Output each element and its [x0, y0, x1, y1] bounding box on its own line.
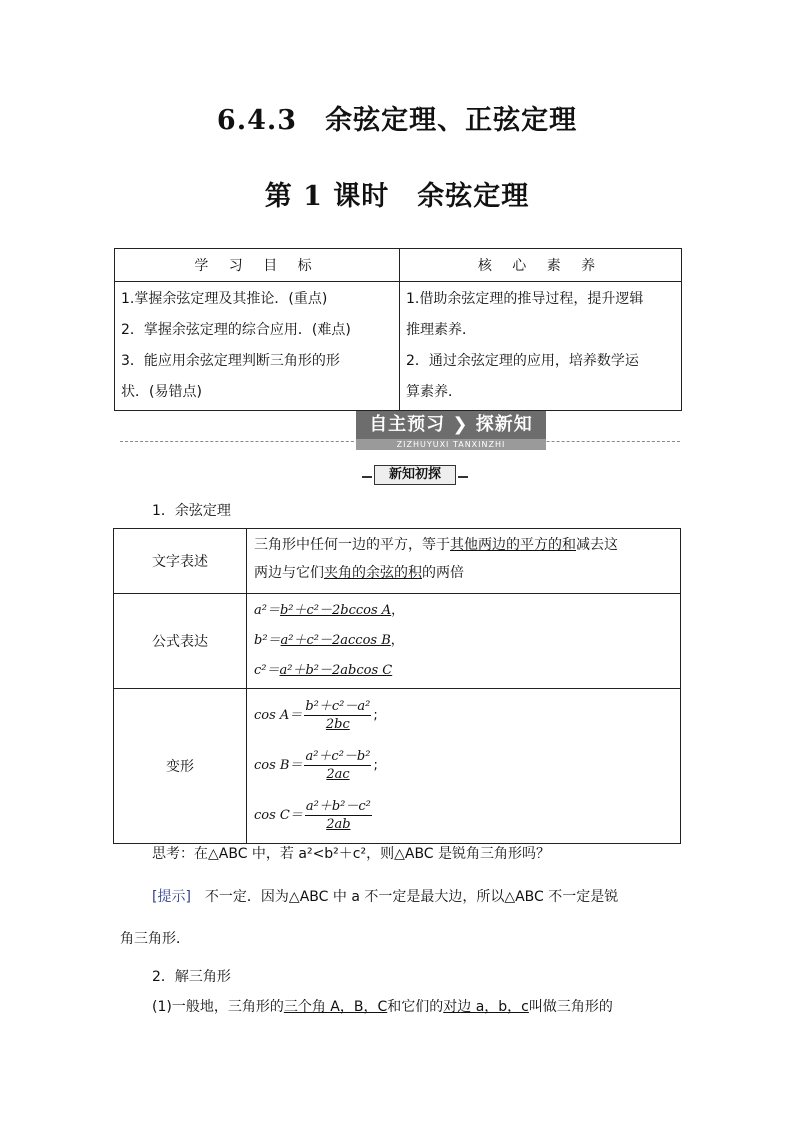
literacy-line: 算素养． [406, 384, 462, 400]
formula-rhs: b²＋c²－2bccos A [279, 603, 392, 618]
formula-rhs: a²＋b²－2abcos C [279, 663, 393, 678]
hint-continuation: 角三角形． [120, 931, 190, 947]
goals-table [114, 248, 682, 411]
blank-answer: 对边 a，b，c [443, 999, 529, 1015]
section-tag-label: 新知初探 [374, 465, 456, 485]
formula-lhs: b²＝ [254, 633, 281, 648]
numerator: a²＋b²－c² [305, 799, 371, 814]
literacy-line: 推理素养． [406, 322, 476, 338]
denominator: 2bc [325, 717, 350, 732]
section2-heading: 2．解三角形 [152, 969, 231, 985]
banner-subtitle: ZIZHUYUXI TANXINZHI [356, 439, 546, 450]
numerator: a²＋c²－b² [305, 749, 371, 764]
tag-left-line [362, 476, 372, 478]
row-variant-label: 变形 [114, 689, 247, 844]
text-part: (1)一般地，三角形的 [152, 999, 284, 1015]
denominator: 2ab [326, 817, 351, 832]
denominator: 2ac [326, 767, 350, 782]
hint-paragraph [152, 884, 682, 910]
fraction [305, 798, 372, 833]
row-text-content [247, 529, 681, 594]
numerator: b²＋c²－a² [305, 699, 371, 714]
lesson-subtitle: 第 1 课时 余弦定理 [264, 181, 530, 212]
section-tag [362, 465, 468, 485]
objective-line: 2．掌握余弦定理的综合应用．(难点) [121, 322, 351, 338]
think-question: 思考：在△ABC 中，若 a²<b²＋c²，则△ABC 是锐角三角形吗？ [152, 846, 551, 862]
row-variant-content [247, 689, 681, 844]
fraction [304, 748, 371, 783]
goals-header-objectives: 学 习 目 标 [115, 249, 400, 282]
formula-lhs: cos A＝ [254, 708, 303, 723]
objective-line: 1.掌握余弦定理及其推论．(重点) [121, 291, 328, 307]
section2-paragraph [152, 996, 613, 1016]
text-part: 三角形中任何一边的平方，等于 [254, 537, 450, 553]
cos-a-formula: cos A＝ $\frac{\text{b²＋c²－a²}}{2bc}$ ; [254, 699, 378, 732]
section1-heading: 1．余弦定理 [152, 503, 231, 519]
row-text-label: 文字表述 [114, 529, 247, 594]
lesson-title: 6.4.3 余弦定理、正弦定理 [216, 105, 578, 136]
blank-answer: 其他两边的平方的和 [450, 537, 576, 553]
cos-b-formula: cos B＝ $\frac{\text{a²＋c²－b²}}{2ac}$ ; [254, 749, 378, 782]
literacy-line: 1.借助余弦定理的推导过程，提升逻辑 [406, 291, 644, 307]
blank-answer: 夹角的余弦的积 [324, 565, 422, 581]
fraction [304, 698, 371, 733]
formula-lhs: cos C＝ [254, 808, 303, 823]
formula-c [254, 656, 673, 686]
hint-text: 不一定．因为△ABC 中 a 不一定是最大边，所以△ABC 不一定是锐 [190, 889, 619, 905]
goals-objectives-cell [115, 282, 400, 411]
objective-line: 3．能应用余弦定理判断三角形的形 [121, 353, 340, 369]
text-part: 两边与它们 [254, 565, 324, 581]
hint-tag: [提示] [152, 889, 191, 905]
blank-answer: 三个角 A，B，C [283, 999, 388, 1015]
cosine-law-table [113, 528, 681, 844]
formula-b: b²＝a²＋c²－2accos B， [254, 633, 404, 648]
formula-lhs: cos B＝ [254, 758, 303, 773]
objective-line: 状．(易错点) [121, 384, 202, 400]
tag-right-line [458, 476, 468, 478]
goals-literacy-cell [400, 282, 682, 411]
formula-lhs: c²＝ [254, 663, 280, 678]
text-part: 和它们的 [387, 999, 444, 1015]
literacy-line: 2．通过余弦定理的应用，培养数学运 [406, 353, 639, 369]
formula-lhs: a²＝ [254, 603, 280, 618]
text-part: 的两倍 [422, 565, 464, 581]
cos-c-formula [254, 791, 673, 841]
formula-a: a²＝b²＋c²－2bccos A， [254, 603, 405, 618]
row-formula-content [247, 594, 681, 689]
formula-rhs: a²＋c²－2accos B [280, 633, 391, 648]
goals-header-literacy: 核 心 素 养 [400, 249, 682, 282]
text-part: 减去这 [576, 537, 618, 553]
text-part: 叫做三角形的 [528, 999, 613, 1015]
banner-title: 自主预习 ❯ 探新知 [356, 411, 546, 439]
row-formula-label: 公式表达 [114, 594, 247, 689]
